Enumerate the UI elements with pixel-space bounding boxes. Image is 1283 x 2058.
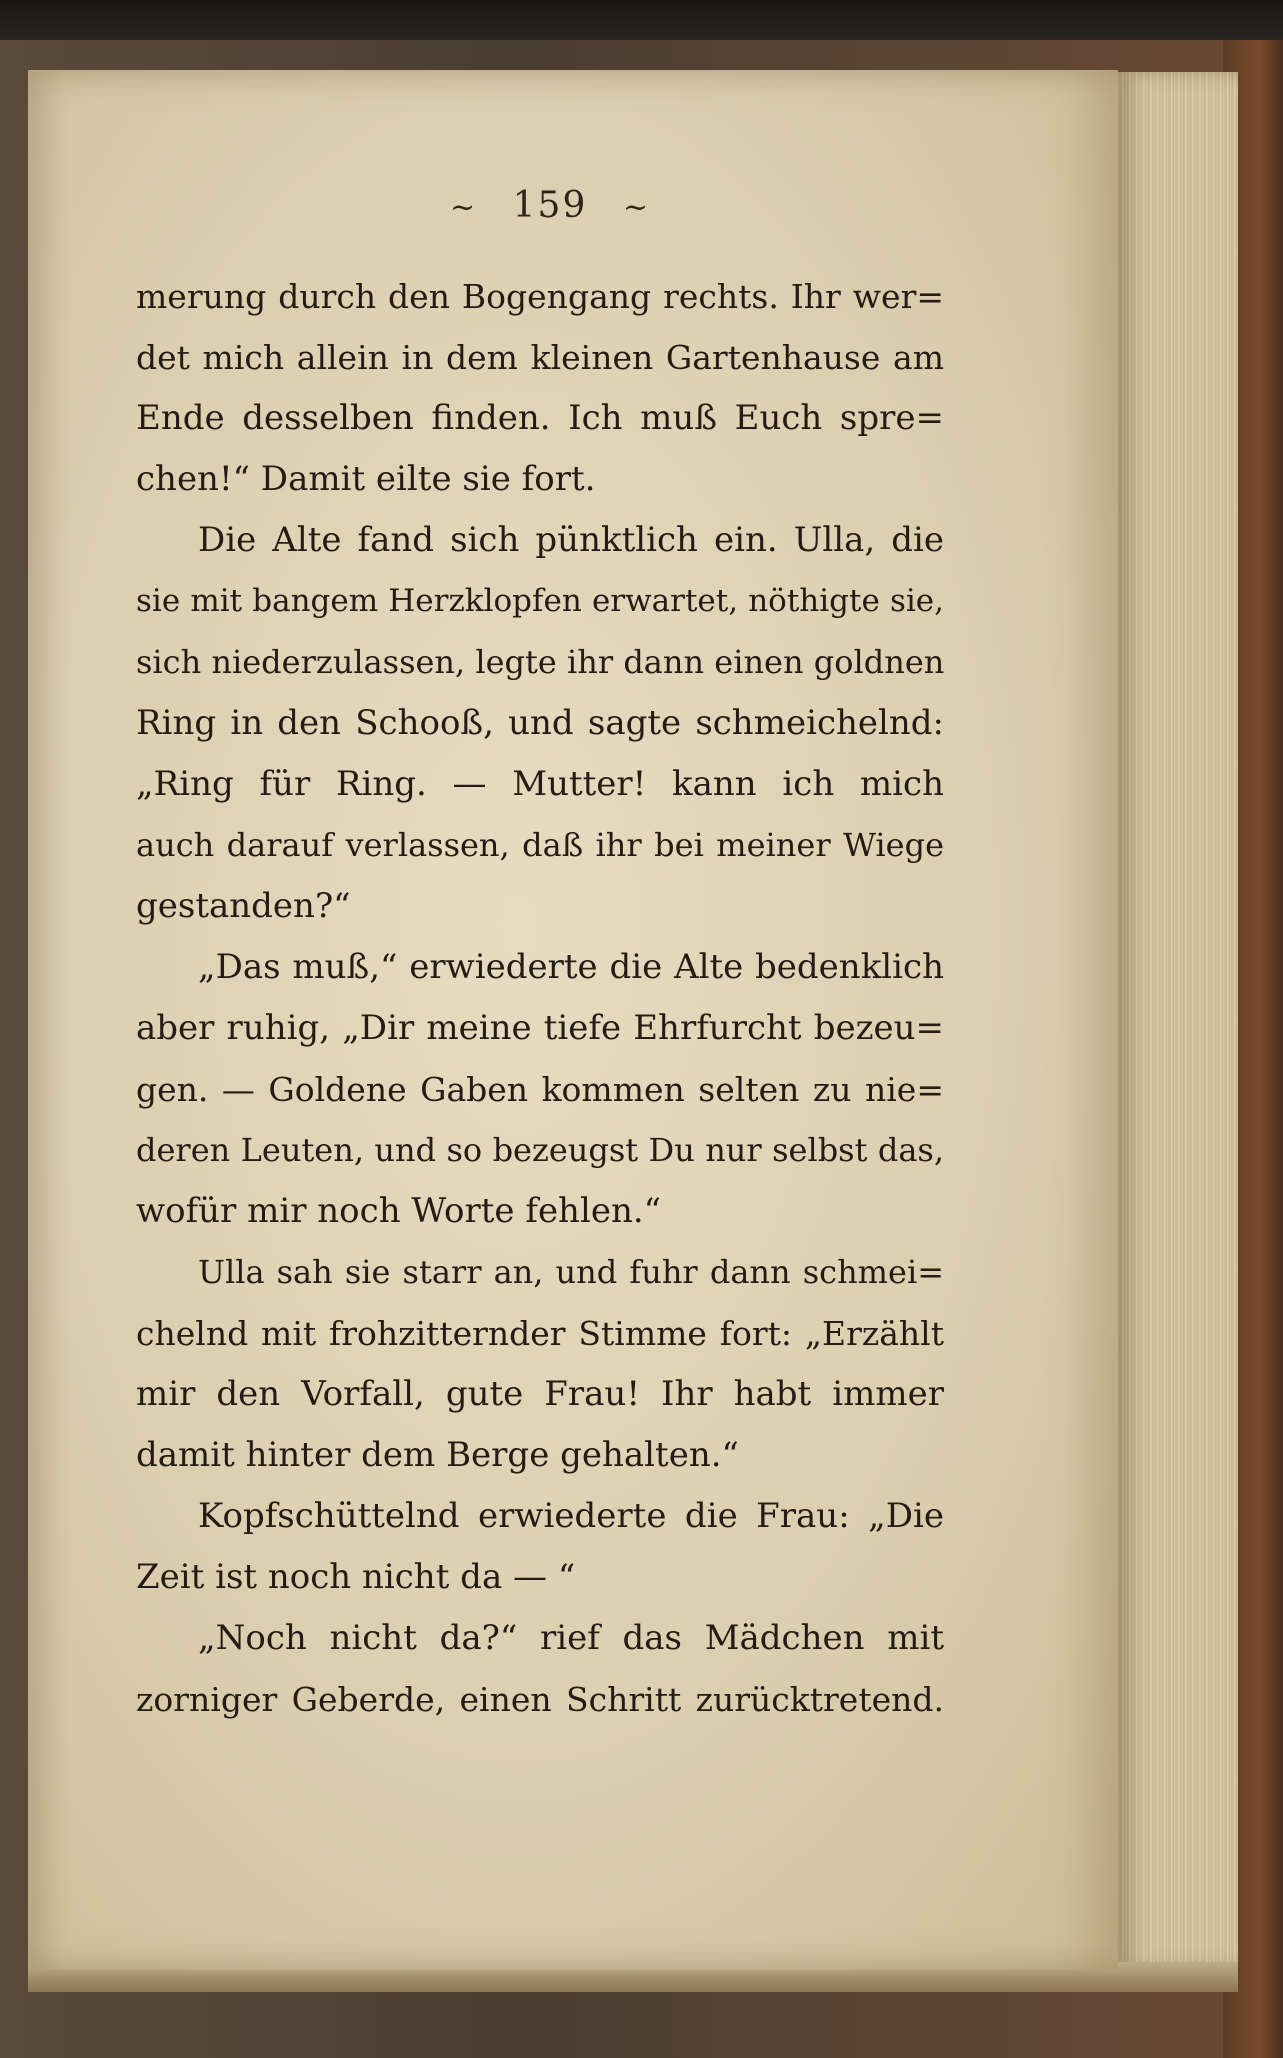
text-line: Die Alte fand sich pünktlich ein. Ulla, die bbox=[198, 520, 944, 560]
text-line: auch darauf verlassen, daß ihr bei meiner Wiege bbox=[136, 826, 944, 864]
text-line: „Ring für Ring. — Mutter! kann ich mich bbox=[136, 764, 944, 804]
text-line: sie mit bangem Herzklopfen erwartet, nöthigte sie, bbox=[136, 583, 944, 619]
text-line: Zeit ist noch nicht da — “ bbox=[136, 1557, 576, 1597]
right-flourish-icon: ~ bbox=[622, 190, 650, 225]
text-line: chen!“ Damit eilte sie fort. bbox=[136, 459, 596, 499]
text-line: „Noch nicht da?“ rief das Mädchen mit bbox=[198, 1618, 944, 1658]
text-line: „Das muß,“ erwiederte die Alte bedenklich bbox=[198, 947, 944, 987]
text-line: deren Leuten, und so bezeugst Du nur selbst das, bbox=[136, 1131, 944, 1169]
text-line: sich niederzulassen, legte ihr dann einen goldnen bbox=[136, 643, 945, 681]
text-line: Ulla sah sie starr an, und fuhr dann schmei= bbox=[198, 1253, 944, 1291]
body-text bbox=[136, 266, 944, 1730]
page-header bbox=[0, 185, 1100, 226]
text-line: zorniger Geberde, einen Schritt zurücktretend. bbox=[136, 1680, 944, 1719]
left-flourish-icon: ~ bbox=[450, 190, 478, 225]
text-line: Ende desselben finden. Ich muß Euch spre= bbox=[136, 398, 944, 438]
text-line: merung durch den Bogengang rechts. Ihr wer= bbox=[136, 277, 944, 316]
page-block-edges bbox=[1118, 72, 1238, 1968]
page-number: 159 bbox=[512, 185, 588, 226]
text-line: damit hinter dem Berge gehalten.“ bbox=[136, 1435, 739, 1475]
text-line: Kopfschüttelnd erwiederte die Frau: „Die bbox=[198, 1496, 944, 1536]
text-line: mir den Vorfall, gute Frau! Ihr habt immer bbox=[136, 1374, 944, 1414]
text-line: Ring in den Schooß, und sagte schmeichelnd: bbox=[136, 703, 944, 743]
text-line: aber ruhig, „Dir meine tiefe Ehrfurcht bezeu= bbox=[136, 1008, 944, 1048]
text-line: det mich allein in dem kleinen Gartenhause am bbox=[136, 338, 944, 377]
text-line: gen. — Goldene Gaben kommen selten zu nie= bbox=[136, 1070, 944, 1109]
text-line: wofür mir noch Worte fehlen.“ bbox=[136, 1191, 662, 1231]
text-line: gestanden?“ bbox=[136, 886, 351, 926]
text-line: chelnd mit frohzitternder Stimme fort: „Erzählt bbox=[136, 1314, 944, 1353]
